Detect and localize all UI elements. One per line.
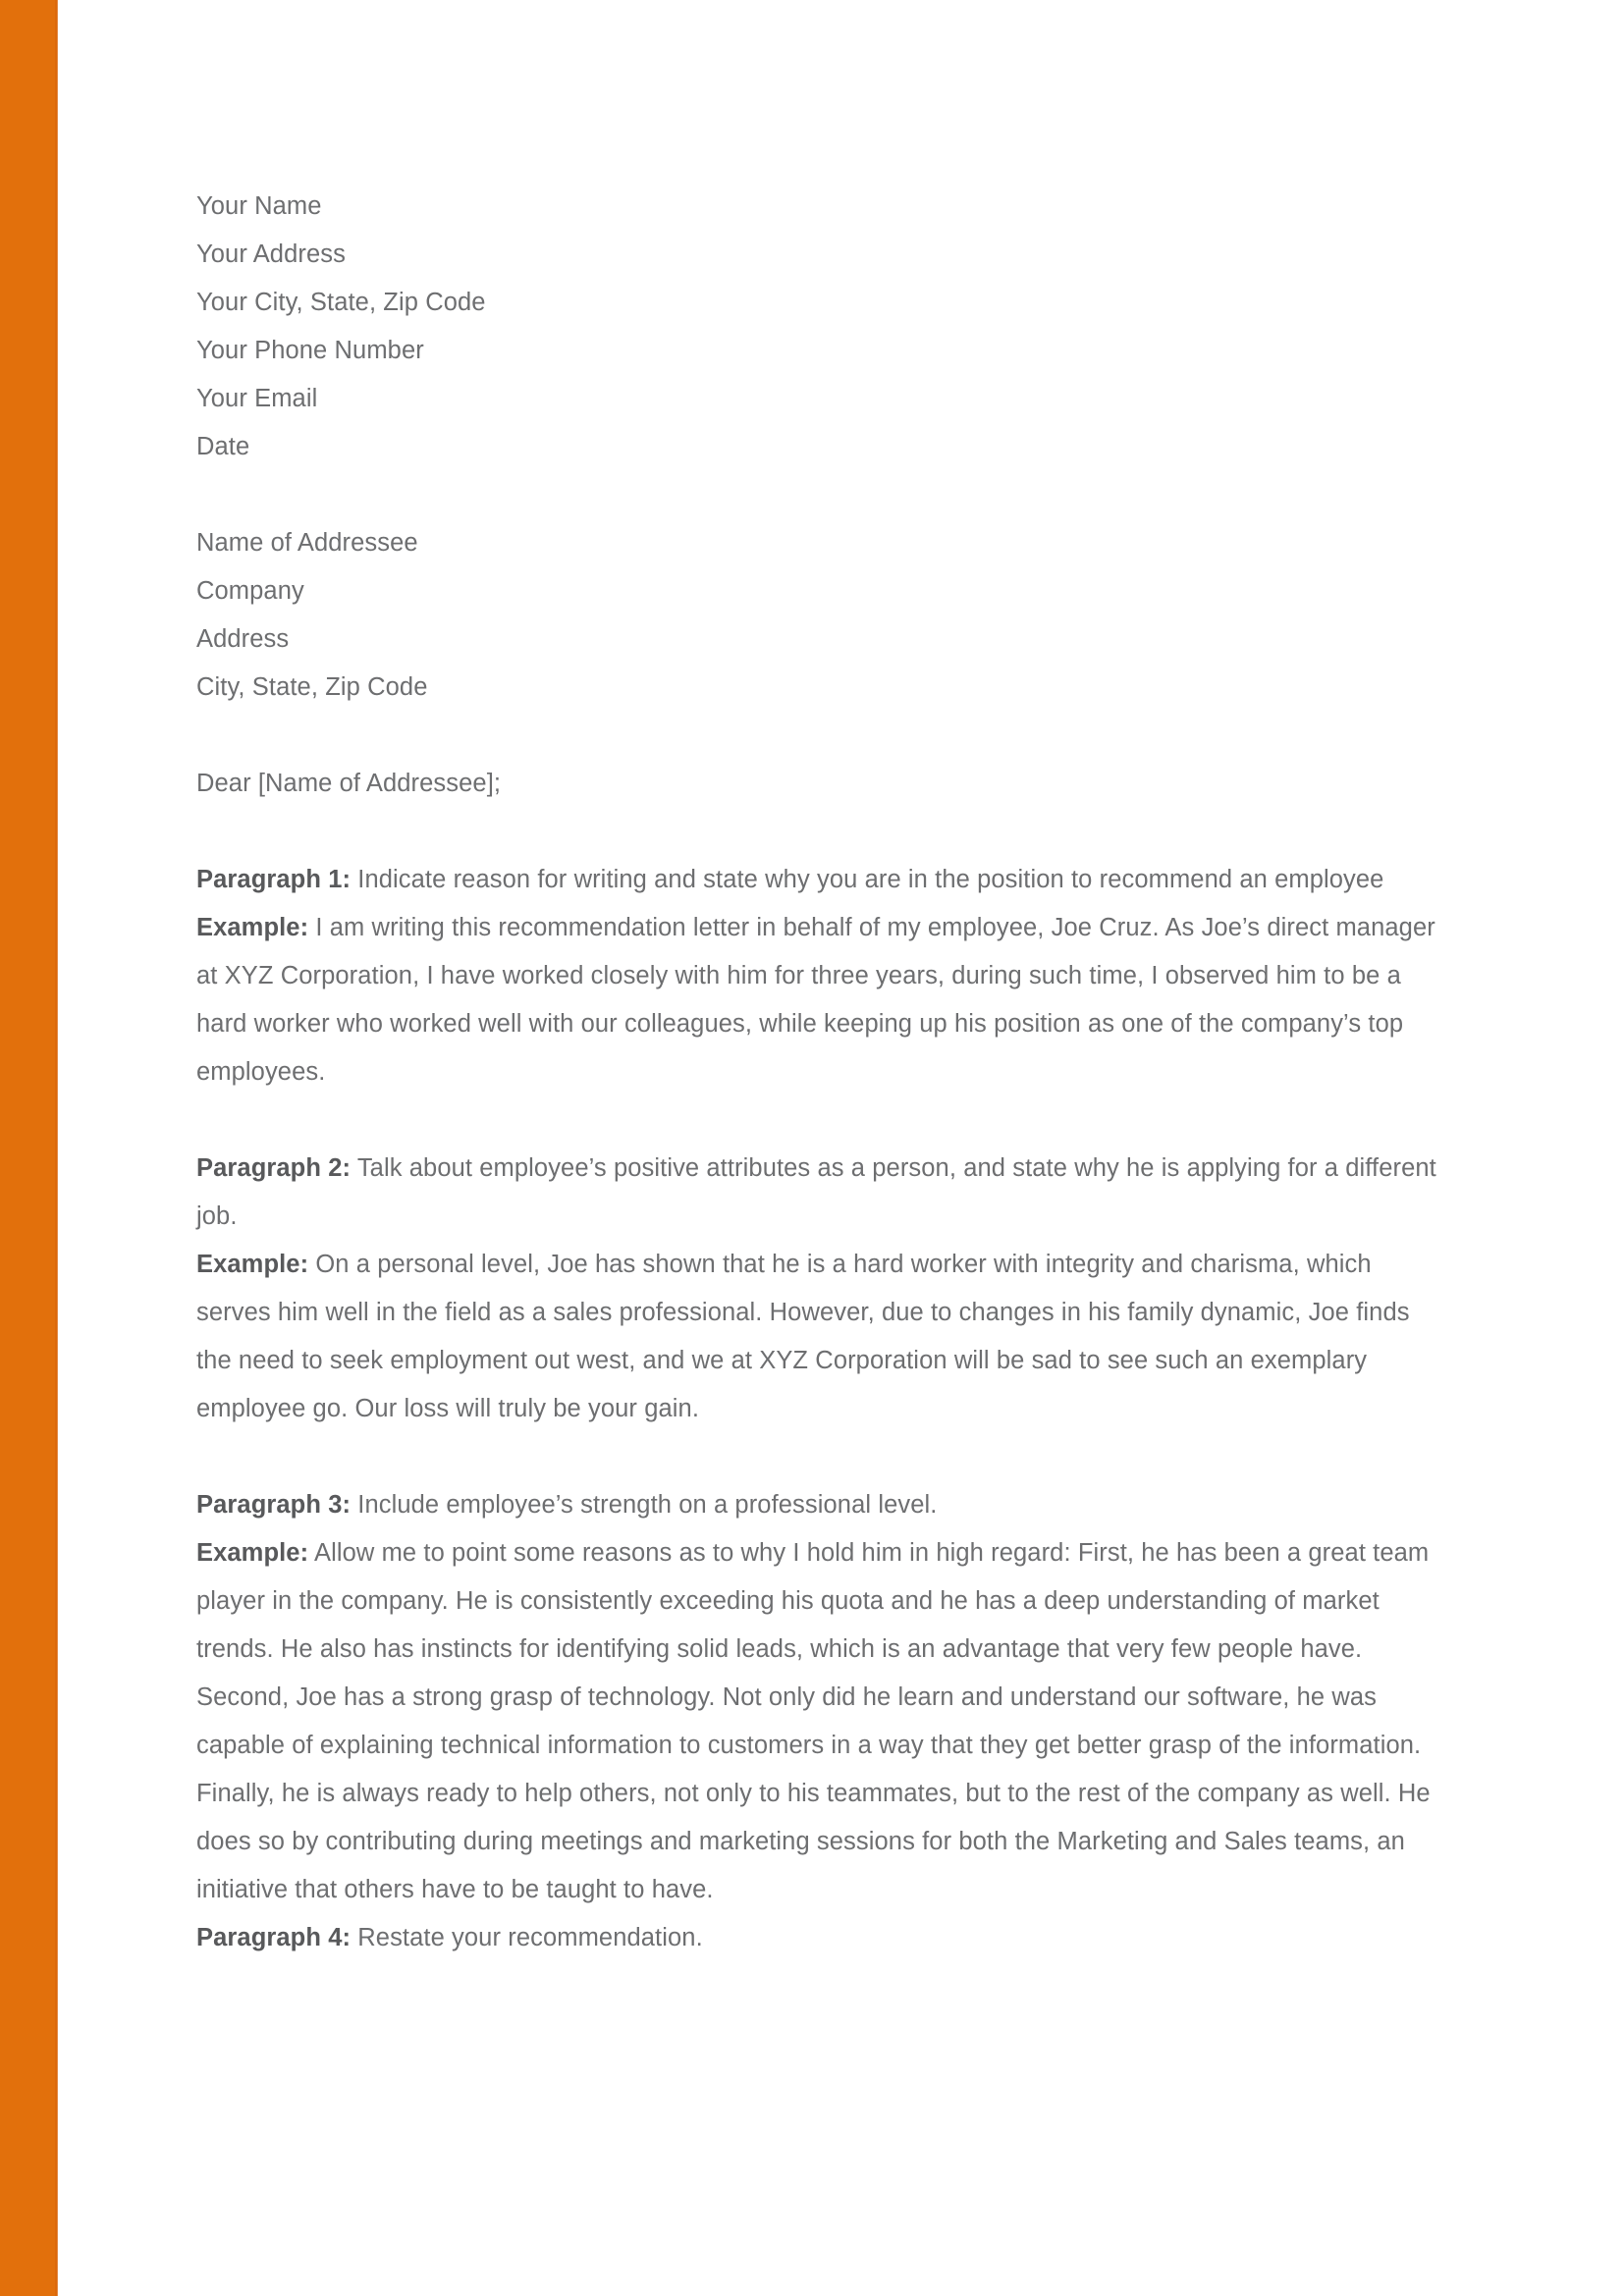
spacer-after-sender [196,471,1448,519]
paragraph-1-instruction-text: Indicate reason for writing and state why you are in the position to recommend an employee [351,866,1384,893]
paragraph-3-example [196,1529,1448,1914]
paragraph-1-example [196,904,1448,1096]
sender-phone: Your Phone Number [196,337,424,364]
sender-city-state-zip: Your City, State, Zip Code [196,289,486,316]
paragraph-1-example-label: Example: [196,914,309,941]
salutation: Dear [Name of Addressee]; [196,770,502,797]
paragraph-4-instruction [196,1914,1448,1962]
spacer-after-paragraph-1 [196,1096,1448,1145]
paragraph-2-instruction [196,1145,1448,1241]
paragraph-3-label: Paragraph 3: [196,1491,352,1519]
paragraph-1-example-text: I am writing this recommendation letter in behalf of my employee, Joe Cruz. As Joe’s direct manager at XYZ Corporation, I have worked closely with him for three years, during such time, I observed him to be a hard worker who worked well with our colleagues, while keeping up his position as one of the company’s top employees. [196,914,1435,1086]
letter-content [196,183,1448,1962]
paragraph-4-label: Paragraph 4: [196,1924,352,1951]
paragraph-2-example [196,1241,1448,1433]
paragraph-3-instruction-text: Include employee’s strength on a professional level. [351,1491,938,1519]
sender-email: Your Email [196,385,318,412]
recipient-company: Company [196,577,304,605]
recipient-address: Address [196,625,290,653]
spacer-after-recipient [196,712,1448,760]
recipient-address-block [196,519,1448,712]
accent-bar-edge [55,0,58,2296]
spacer-after-paragraph-2 [196,1433,1448,1481]
sender-address: Your Address [196,240,346,268]
recipient-city-state-zip: City, State, Zip Code [196,673,428,701]
paragraph-3-instruction [196,1481,1448,1529]
sender-name: Your Name [196,192,322,220]
letter-date: Date [196,433,250,460]
paragraph-3-example-label: Example: [196,1539,309,1567]
paragraph-2-label: Paragraph 2: [196,1154,352,1182]
paragraph-2-example-text: On a personal level, Joe has shown that he is a hard worker with integrity and charisma, which serves him well in the field as a sales professional. However, due to changes in his family dynamic, Joe finds the need to seek employment out west, and we at XYZ Corporation will be sad to see such an exemplary employee go. Our loss will truly be your gain. [196,1251,1410,1422]
accent-bar-left [0,0,57,2296]
paragraph-1-label: Paragraph 1: [196,866,352,893]
paragraph-3-example-text: Allow me to point some reasons as to why I hold him in high regard: First, he has been a great team player in the company. He is consistently exceeding his quota and he has a deep understanding of market trends. He also has instincts for identifying solid leads, which is an advantage that very few people have. Second, Joe has a strong grasp of technology. Not only did he learn and understand our software, he was capable of explaining technical information to customers in a way that they get better grasp of the information. Finally, he is always ready to help others, not only to his teammates, but to the rest of the company as well. He does so by contributing during meetings and marketing sessions for both the Marketing and Sales teams, an initiative that others have to be taught to have. [196,1539,1431,1903]
paragraph-1-instruction [196,856,1448,904]
spacer-after-salutation [196,808,1448,856]
sender-address-block [196,183,1448,471]
recipient-name: Name of Addressee [196,529,418,557]
paragraph-2-instruction-text: Talk about employee’s positive attributes as a person, and state why he is applying for a different job. [196,1154,1436,1230]
paragraph-2-example-label: Example: [196,1251,309,1278]
paragraph-4-instruction-text: Restate your recommendation. [351,1924,703,1951]
